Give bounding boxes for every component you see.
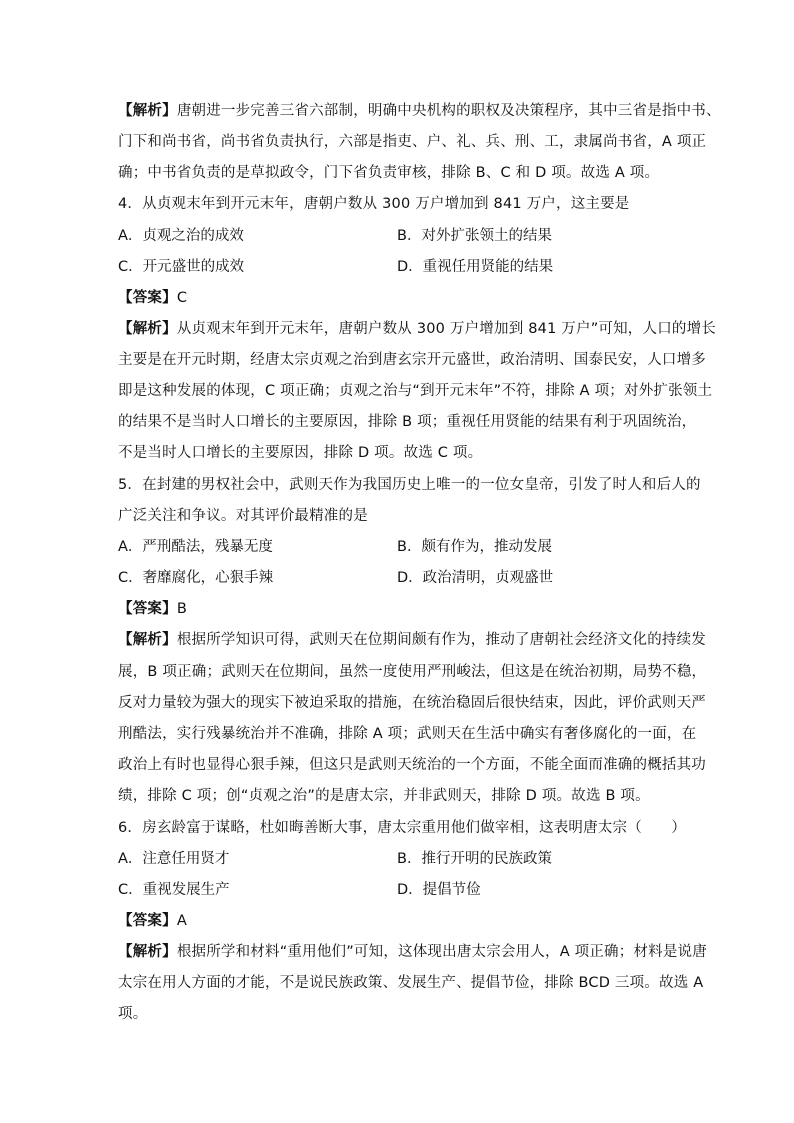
q4-analysis-line-2: 主要是在开元时期，经唐太宗贞观之治到唐玄宗开元盛世，政治清明、国泰民安，人口增多 [118, 352, 706, 368]
q6-option-b: B．推行开明的民族政策 [397, 851, 552, 867]
q4-answer-value: C [176, 290, 188, 306]
analysis-tag: 【解析】 [118, 321, 177, 337]
q4-option-a: A．贞观之治的成效 [118, 228, 244, 244]
q4-analysis-line-1: 【解析】从贞观末年到开元末年，唐朝户数从 300 万户增加到 841 万户”可知，人口的增长 [118, 321, 717, 337]
q5-analysis-line-3: 反对力量较为强大的现实下被迫采取的措施，在统治稳固后很快结束，因此，评价武则天严 [118, 695, 706, 711]
q5-option-b: B．颇有作为，推动发展 [397, 539, 552, 555]
q3-analysis-line-2: 门下和尚书省，尚书省负责执行，六部是指吏、户、礼、兵、刑、工，隶属尚书省，A 项正 [118, 134, 707, 150]
q6-answer [118, 906, 694, 937]
q4-analysis-line-4: 的结果不是当时人口增长的主要原因，排除 B 项；重视任用贤能的结果有利于巩固统治， [118, 414, 697, 430]
q5-analysis-line-6: 绩，排除 C 项；创“贞观之治”的是唐太宗，并非武则天，排除 D 项。故选 B 项。 [118, 788, 650, 804]
q6-analysis-line-3: 项。 [118, 1006, 148, 1022]
q4-option-c: C．开元盛世的成效 [118, 259, 245, 275]
q5-analysis-line-5: 政治上有时也显得心狠手辣，但这只是武则天统治的一个方面，不能全面而准确的概括其功 [118, 757, 706, 773]
analysis-tag: 【解析】 [118, 103, 177, 119]
q6-option-a: A．注意任用贤才 [118, 851, 230, 867]
q6-analysis-line-1: 【解析】根据所学和材料“重用他们”可知，这体现出唐太宗会用人，A 项正确；材料是说唐 [118, 944, 707, 960]
q5-analysis-line-4: 刑酷法，实行残暴统治并不准确，排除 A 项；武则天在生活中确实有奢侈腐化的一面，在 [118, 726, 697, 742]
q5-answer-value: B [176, 601, 187, 617]
q6-analysis-line-2: 太宗在用人方面的才能，不是说民族政策、发展生产、提倡节俭，排除 BCD 三项。故选 A [118, 975, 704, 991]
q6-option-c: C．重视发展生产 [118, 882, 230, 898]
q4-stem: 4．从贞观末年到开元末年，唐朝户数从 300 万户增加到 841 万户，这主要是 [118, 196, 630, 212]
q5-option-c: C．奢靡腐化，心狠手辣 [118, 570, 274, 586]
q5-option-d: D．政治清明，贞观盛世 [397, 570, 554, 586]
q5-analysis-line-2: 展，B 项正确；武则天在位期间，虽然一度使用严刑峻法，但这是在统治初期，局势不稳， [118, 664, 707, 680]
analysis-tag: 【解析】 [118, 944, 177, 960]
q5-option-a: A．严刑酷法，残暴无度 [118, 539, 273, 555]
q4-option-d: D．重视任用贤能的结果 [397, 259, 554, 275]
q6-option-d: D．提倡节俭 [397, 882, 481, 898]
q6-stem: 6．房玄龄富于谋略，杜如晦善断大事，唐太宗重用他们做宰相，这表明唐太宗（ ） [118, 820, 687, 836]
q4-option-b: B．对外扩张领土的结果 [397, 228, 552, 244]
q4-analysis-line-3: 即是这种发展的体现，C 项正确；贞观之治与“到开元末年”不符，排除 A 项；对外扩张领土 [118, 383, 713, 399]
q5-answer [118, 594, 694, 625]
q6-answer-value: A [176, 913, 187, 929]
q5-stem-line-1: 5．在封建的男权社会中，武则天作为我国历史上唯一的一位女皇帝，引发了时人和后人的 [118, 477, 701, 493]
q4-answer [118, 283, 694, 314]
q4-analysis-line-5: 不是当时人口增长的主要原因，排除 D 项。故选 C 项。 [118, 445, 483, 461]
answer-tag: 【答案】 [118, 913, 177, 929]
q5-stem-line-2: 广泛关注和争议。对其评价最精准的是 [118, 508, 368, 524]
q3-analysis-line-1: 【解析】唐朝进一步完善三省六部制，明确中央机构的职权及决策程序，其中三省是指中书、 [118, 103, 721, 119]
q3-analysis-line-3: 确；中书省负责的是草拟政令，门下省负责审核，排除 B、C 和 D 项。故选 A 项。 [118, 165, 660, 181]
q5-analysis-line-1: 【解析】根据所学知识可得，武则天在位期间颇有作为，推动了唐朝社会经济文化的持续发 [118, 632, 707, 648]
analysis-tag: 【解析】 [118, 632, 177, 648]
answer-tag: 【答案】 [118, 601, 177, 617]
answer-tag: 【答案】 [118, 290, 177, 306]
